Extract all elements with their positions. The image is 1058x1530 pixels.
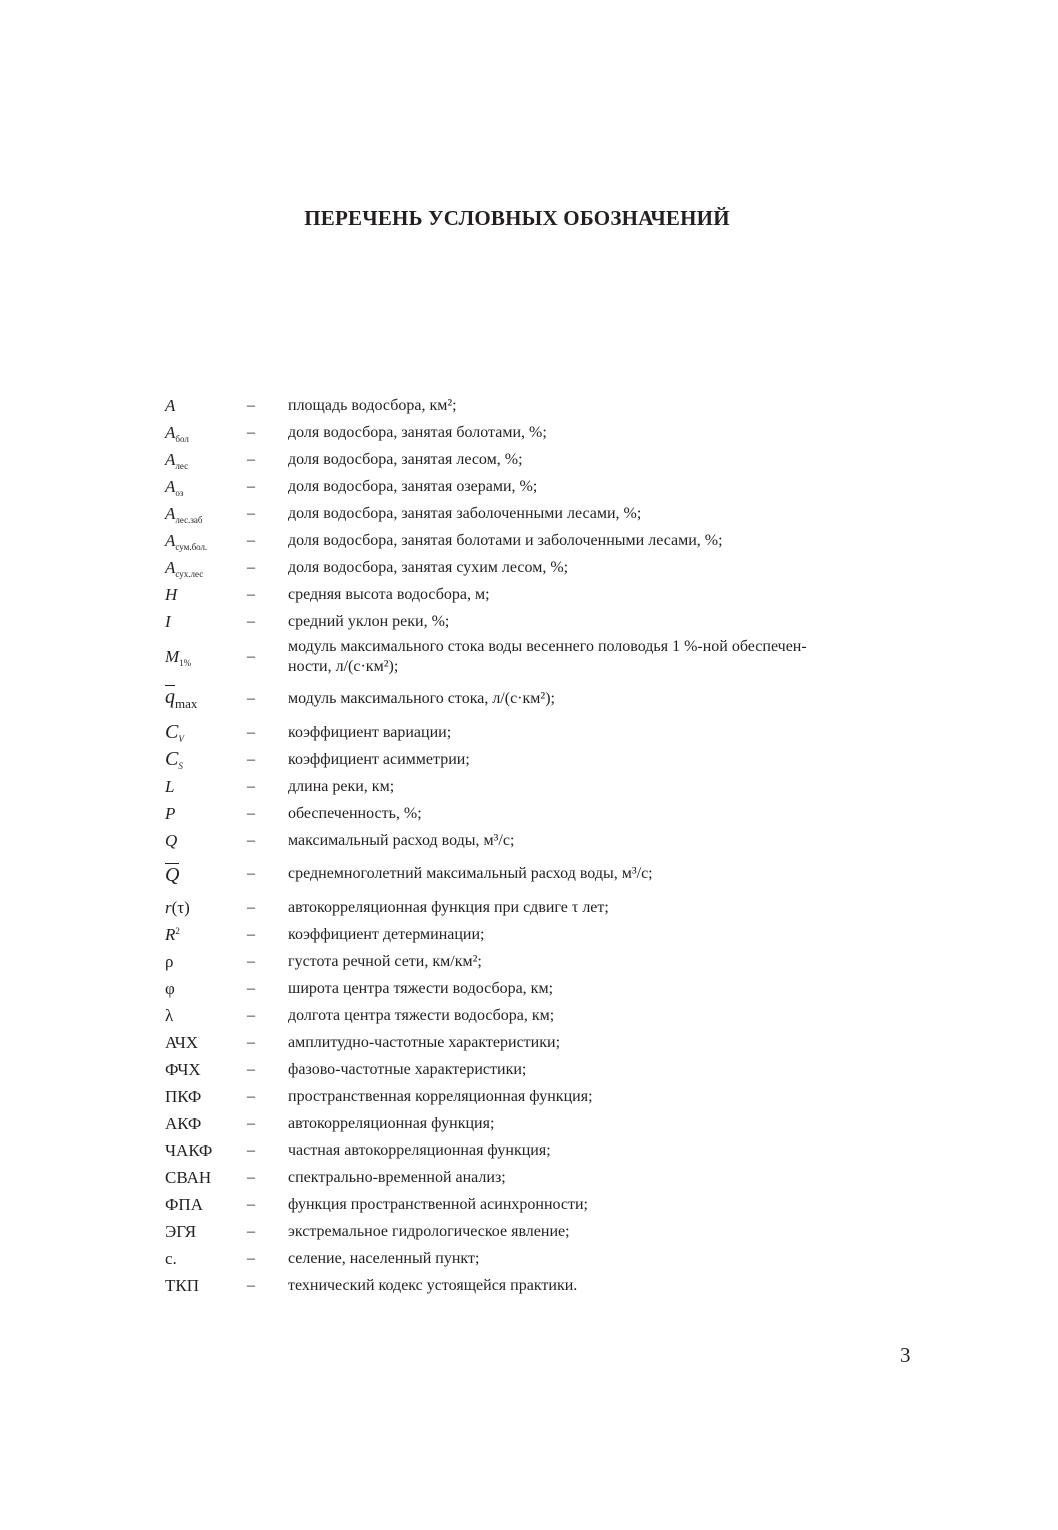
symbol: I bbox=[165, 611, 171, 631]
dash: – bbox=[247, 1168, 255, 1186]
list-item bbox=[165, 1110, 925, 1137]
dash: – bbox=[247, 423, 255, 441]
dash: – bbox=[247, 723, 255, 741]
symbol: λ bbox=[165, 1005, 174, 1025]
symbol: АЧХ bbox=[165, 1032, 199, 1052]
description: доля водосбора, занятая озерами, %; bbox=[288, 477, 538, 495]
list-item bbox=[165, 1272, 925, 1299]
description: долгота центра тяжести водосбора, км; bbox=[288, 1006, 555, 1024]
dash: – bbox=[247, 804, 255, 822]
description: густота речной сети, км/км²; bbox=[288, 952, 482, 970]
symbol: $A_{бол}$ bbox=[165, 422, 189, 444]
list-item bbox=[165, 827, 925, 854]
description: доля водосбора, занятая лесом, %; bbox=[288, 450, 523, 468]
description: частная автокорреляционная функция; bbox=[288, 1141, 551, 1159]
list-item bbox=[165, 1164, 925, 1191]
list-item bbox=[165, 679, 925, 719]
description: доля водосбора, занятая сухим лесом, %; bbox=[288, 558, 569, 576]
symbol: $C_S$ bbox=[165, 748, 183, 771]
dash: – bbox=[247, 1006, 255, 1024]
symbol: ЭГЯ bbox=[165, 1221, 197, 1241]
dash: – bbox=[247, 898, 255, 916]
description: доля водосбора, занятая болотами, %; bbox=[288, 423, 547, 441]
description: среднемноголетний максимальный расход воды, м³/с; bbox=[288, 865, 653, 882]
dash: – bbox=[247, 1033, 255, 1051]
list-item bbox=[165, 1245, 925, 1272]
description: фазово-частотные характеристики; bbox=[288, 1060, 527, 1078]
symbol: $A_{оз}$ bbox=[165, 476, 184, 498]
list-item bbox=[165, 500, 925, 527]
symbol: с. bbox=[165, 1248, 177, 1268]
symbol: $R^2$ bbox=[165, 924, 180, 944]
dash: – bbox=[247, 585, 255, 603]
symbol: $A_{сух.лес}$ bbox=[165, 557, 204, 579]
symbol: ТКП bbox=[165, 1275, 199, 1295]
list-item bbox=[165, 719, 925, 746]
dash: – bbox=[247, 831, 255, 849]
list-item bbox=[165, 635, 925, 679]
symbol: ρ bbox=[165, 951, 174, 971]
symbol: Q bbox=[165, 830, 178, 850]
dash: – bbox=[247, 865, 255, 882]
symbol: A bbox=[165, 395, 176, 415]
description: коэффициент асимметрии; bbox=[288, 750, 470, 768]
dash: – bbox=[247, 1060, 255, 1078]
symbol: СВАН bbox=[165, 1167, 212, 1187]
dash: – bbox=[247, 504, 255, 522]
dash: – bbox=[247, 648, 255, 665]
list-item bbox=[165, 1029, 925, 1056]
description: технический кодекс устоящейся практики. bbox=[288, 1276, 578, 1294]
overline-mean: q bbox=[165, 685, 175, 708]
description: максимальный расход воды, м³/с; bbox=[288, 831, 515, 849]
list-item bbox=[165, 419, 925, 446]
symbol: P bbox=[165, 803, 176, 823]
description: модуль максимального стока воды весеннего половодья 1 %-ной обеспечен- ности, л/(с·км²); bbox=[288, 638, 807, 675]
list-item bbox=[165, 800, 925, 827]
description: автокорреляционная функция при сдвиге τ лет; bbox=[288, 898, 609, 916]
list-item bbox=[165, 554, 925, 581]
list-item bbox=[165, 1191, 925, 1218]
symbol: ПКФ bbox=[165, 1086, 202, 1106]
list-item bbox=[165, 948, 925, 975]
description: селение, населенный пункт; bbox=[288, 1249, 480, 1267]
symbol: φ bbox=[165, 978, 175, 998]
description: автокорреляционная функция; bbox=[288, 1114, 495, 1132]
list-item bbox=[165, 975, 925, 1002]
dash: – bbox=[247, 1087, 255, 1105]
list-item bbox=[165, 1056, 925, 1083]
dash: – bbox=[247, 612, 255, 630]
description: широта центра тяжести водосбора, км; bbox=[288, 979, 554, 997]
dash: – bbox=[247, 1141, 255, 1159]
symbol: $C_V$ bbox=[165, 721, 184, 744]
overline-mean: Q bbox=[165, 863, 180, 886]
description: средний уклон реки, %; bbox=[288, 612, 450, 630]
list-item bbox=[165, 746, 925, 773]
list-item bbox=[165, 608, 925, 635]
dash: – bbox=[247, 477, 255, 495]
description: площадь водосбора, км²; bbox=[288, 396, 457, 414]
symbol: $q_{max}$ bbox=[165, 685, 198, 711]
description: коэффициент детерминации; bbox=[288, 925, 485, 943]
dash: – bbox=[247, 1276, 255, 1294]
description: длина реки, км; bbox=[288, 777, 395, 795]
dash: – bbox=[247, 1114, 255, 1132]
description: спектрально-временной анализ; bbox=[288, 1168, 506, 1186]
list-item bbox=[165, 773, 925, 800]
list-item bbox=[165, 473, 925, 500]
description: пространственная корреляционная функция; bbox=[288, 1087, 593, 1105]
dash: – bbox=[247, 396, 255, 414]
list-item bbox=[165, 894, 925, 921]
dash: – bbox=[247, 450, 255, 468]
symbol: $A_{сум.бол.}$ bbox=[165, 530, 208, 552]
description: экстремальное гидрологическое явление; bbox=[288, 1222, 570, 1240]
symbol: H bbox=[165, 584, 178, 604]
description: доля водосбора, занятая заболоченными лесами, %; bbox=[288, 504, 642, 522]
list-item bbox=[165, 581, 925, 608]
symbol: L bbox=[165, 776, 175, 796]
description: коэффициент вариации; bbox=[288, 723, 452, 741]
dash: – bbox=[247, 1222, 255, 1240]
description: функция пространственной асинхронности; bbox=[288, 1195, 588, 1213]
dash: – bbox=[247, 925, 255, 943]
list-item bbox=[165, 1218, 925, 1245]
dash: – bbox=[247, 1195, 255, 1213]
dash: – bbox=[247, 690, 255, 707]
symbol: АКФ bbox=[165, 1113, 202, 1133]
list-item bbox=[165, 446, 925, 473]
symbol: r(τ) bbox=[165, 897, 190, 917]
symbol: $A_{лес}$ bbox=[165, 449, 189, 471]
list-item bbox=[165, 1002, 925, 1029]
dash: – bbox=[247, 1249, 255, 1267]
symbol bbox=[165, 863, 247, 886]
list-item bbox=[165, 527, 925, 554]
symbol: ЧАКФ bbox=[165, 1140, 213, 1160]
symbol: $A_{лес.заб}$ bbox=[165, 503, 203, 525]
page-title: ПЕРЕЧЕНЬ УСЛОВНЫХ ОБОЗНАЧЕНИЙ bbox=[304, 206, 730, 230]
description: модуль максимального стока, л/(с·км²); bbox=[288, 690, 555, 707]
list-item bbox=[165, 921, 925, 948]
list-item bbox=[165, 1137, 925, 1164]
symbol: ФПА bbox=[165, 1194, 203, 1214]
symbol: $M_{1\%}$ bbox=[165, 647, 192, 668]
description: обеспеченность, %; bbox=[288, 804, 422, 822]
dash: – bbox=[247, 750, 255, 768]
dash: – bbox=[247, 979, 255, 997]
dash: – bbox=[247, 558, 255, 576]
description: доля водосбора, занятая болотами и заболоченными лесами, %; bbox=[288, 531, 723, 549]
description: средняя высота водосбора, м; bbox=[288, 585, 490, 603]
symbol: ФЧХ bbox=[165, 1059, 201, 1079]
dash: – bbox=[247, 952, 255, 970]
dash: – bbox=[247, 777, 255, 795]
description: амплитудно-частотные характеристики; bbox=[288, 1033, 561, 1051]
list-item bbox=[165, 1083, 925, 1110]
list-item bbox=[165, 854, 925, 894]
list-item bbox=[165, 392, 925, 419]
symbols-list bbox=[165, 392, 925, 1299]
dash: – bbox=[247, 531, 255, 549]
page-number: 3 bbox=[900, 1343, 911, 1367]
